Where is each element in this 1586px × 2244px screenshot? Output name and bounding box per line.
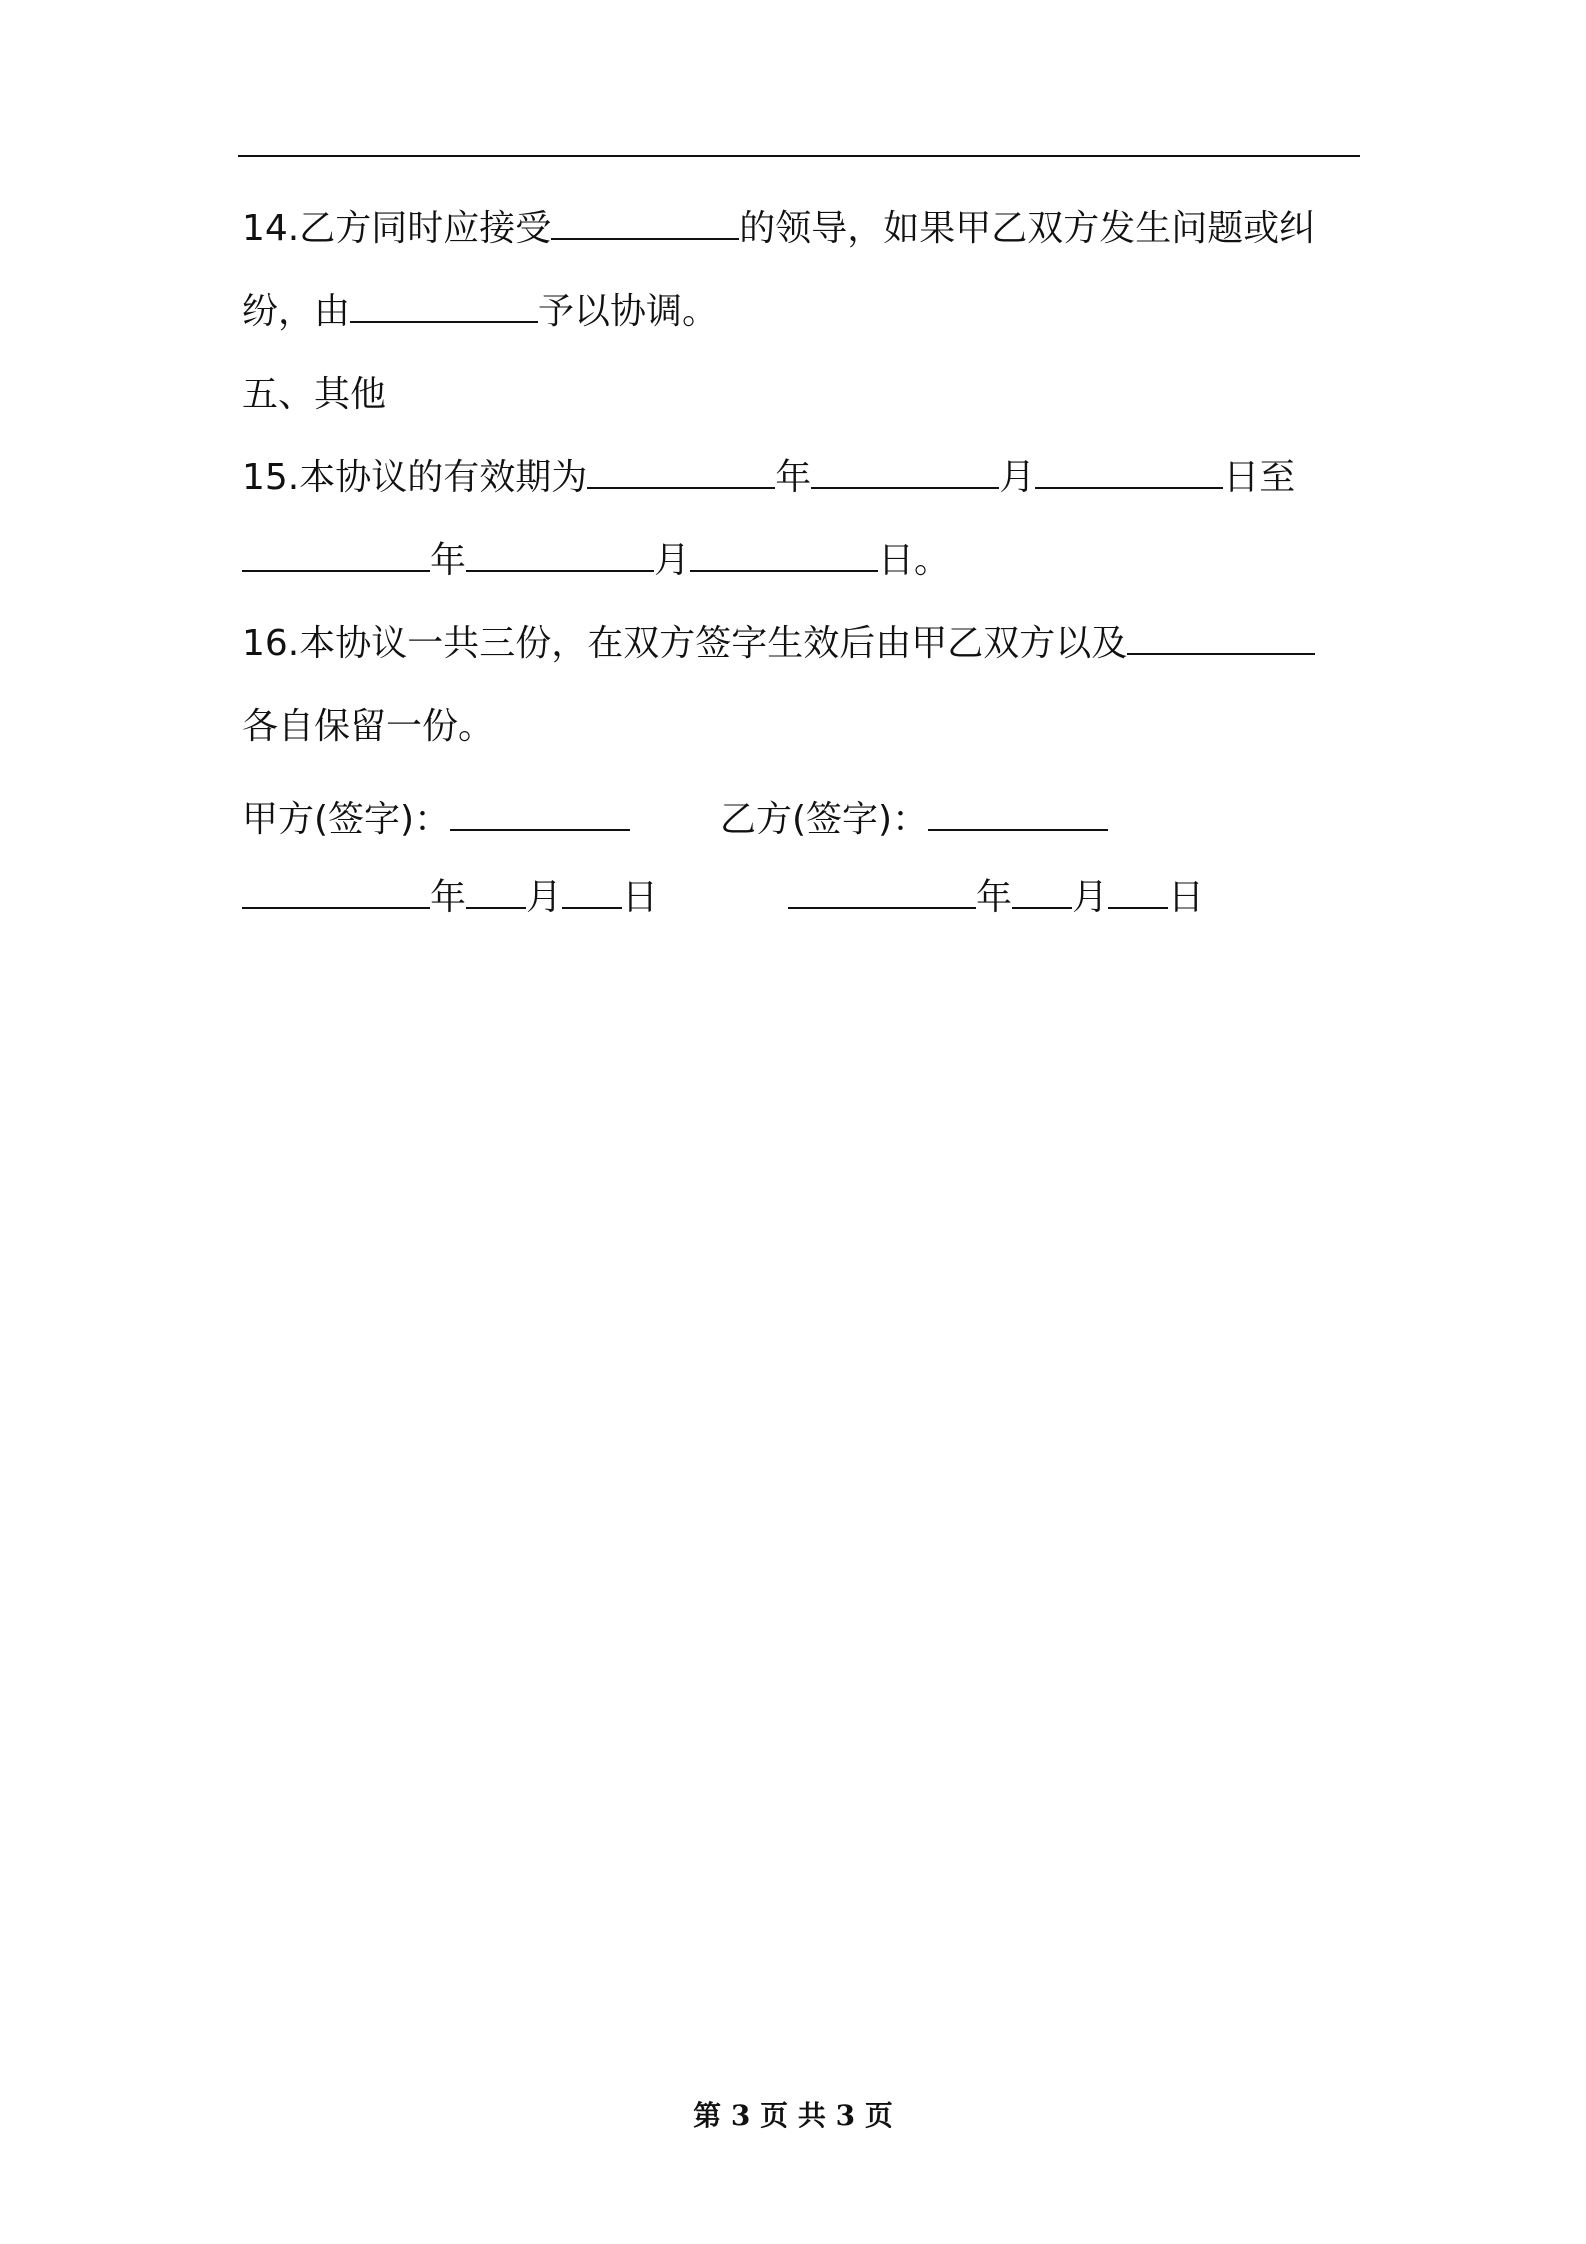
clause-16-line-1 <box>242 620 1358 668</box>
party-b-date-day-blank[interactable] <box>1108 875 1168 909</box>
clause-15-year-label: 年 <box>775 457 812 498</box>
clause-15-text-1: 15.本协议的有效期为 <box>242 457 588 498</box>
party-a-date-day-blank[interactable] <box>562 875 622 909</box>
clause-16-text-2: 各自保留一份。 <box>242 706 495 747</box>
clause-14-text-3: 纷，由 <box>242 291 351 332</box>
clause-16-blank[interactable] <box>1127 621 1315 655</box>
party-b-signature-blank[interactable] <box>928 797 1108 831</box>
party-b-year-label: 年 <box>976 877 1013 918</box>
party-b-signature <box>720 796 1108 844</box>
clause-14-line-1 <box>242 205 1358 253</box>
party-b-month-label: 月 <box>1072 877 1109 918</box>
party-a-day-label: 日 <box>622 877 659 918</box>
party-b-label: 乙方(签字)： <box>720 799 929 840</box>
clause-15-line-1 <box>242 454 1358 502</box>
party-b-date-month-blank[interactable] <box>1012 875 1072 909</box>
party-b-day-label: 日 <box>1168 877 1205 918</box>
party-a-date-month-blank[interactable] <box>466 875 526 909</box>
party-a-label: 甲方(签字)： <box>242 799 451 840</box>
header-rule <box>238 155 1360 157</box>
party-a-date-year-blank[interactable] <box>242 875 430 909</box>
clause-16-line-2 <box>242 703 1358 751</box>
clause-15-line-2 <box>242 537 1358 585</box>
party-a-signature-blank[interactable] <box>450 797 630 831</box>
party-a-month-label: 月 <box>526 877 563 918</box>
page-number-footer: 第 3 页 共 3 页 <box>693 2099 893 2132</box>
clause-15-month-label: 月 <box>999 457 1036 498</box>
clause-15-day-end-label: 日。 <box>878 540 951 581</box>
clause-15-blank-month-start[interactable] <box>811 455 999 489</box>
clause-14-text-1: 14.乙方同时应接受 <box>242 208 552 249</box>
party-a-signature <box>242 796 630 844</box>
section-5-heading: 五、其他 <box>242 374 387 415</box>
clause-14-text-2: 的领导，如果甲乙双方发生问题或纠 <box>739 208 1316 249</box>
clause-15-blank-month-end[interactable] <box>466 538 654 572</box>
party-a-date <box>242 874 658 922</box>
clause-14-line-2 <box>242 288 1358 336</box>
party-b-date <box>788 874 1204 922</box>
clause-15-blank-year-start[interactable] <box>587 455 775 489</box>
clause-15-blank-day-end[interactable] <box>690 538 878 572</box>
clause-15-blank-day-start[interactable] <box>1035 455 1223 489</box>
clause-14-blank-2[interactable] <box>350 289 538 323</box>
clause-15-year-end-label: 年 <box>430 540 467 581</box>
clause-15-blank-year-end[interactable] <box>242 538 430 572</box>
party-a-year-label: 年 <box>430 877 467 918</box>
party-b-date-year-blank[interactable] <box>788 875 976 909</box>
clause-14-text-4: 予以协调。 <box>538 291 719 332</box>
clause-16-text-1: 16.本协议一共三份，在双方签字生效后由甲乙双方以及 <box>242 623 1128 664</box>
clause-15-month-end-label: 月 <box>654 540 691 581</box>
clause-14-blank-1[interactable] <box>551 206 739 240</box>
clause-15-day-to-label: 日至 <box>1223 457 1296 498</box>
